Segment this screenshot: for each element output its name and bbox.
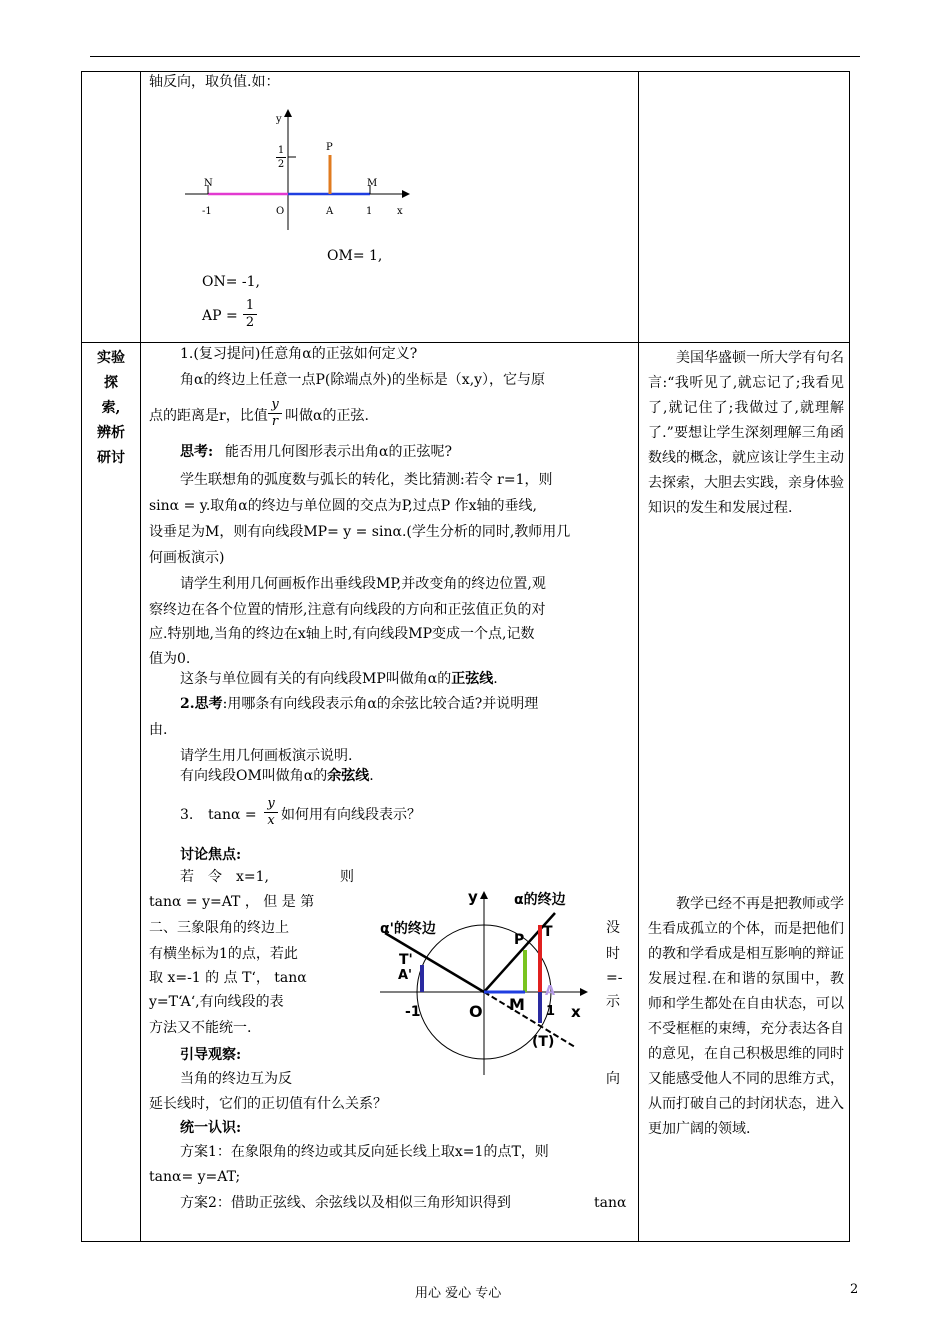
fig2-A-label: A [545,984,556,999]
line-17: 有向线段OM叫做角α的余弦线. [180,768,374,784]
line-7: 设垂足为M，则有向线段MP= y = sinα.(学生分析的同时,教师用几 [149,524,571,540]
line-4a: 思考: [180,444,214,460]
y-axis-arrow [480,891,488,899]
line-33b: tanα [594,1195,627,1211]
line-14: 2.思考:用哪条有向线段表示角α的余弦比较合适?并说明理 [180,696,539,712]
fig1-N-label: N [204,178,213,189]
fig1-half-label: 1 2 [277,145,285,170]
line-5: 学生联想角的弧度数与弧长的转化，类比猜测:若令 r=1，则 [180,472,553,488]
line-20a: 若 令 x=1, [180,869,269,885]
line-22b: 没 [606,920,620,936]
fig1-y-label: y [276,114,282,125]
fig1-minus-one-label: -1 [202,206,212,217]
extension-dashed-line [484,992,575,1047]
line-24a: 取 x=-1 的 点 T‘， tanα [149,970,307,986]
fig1-M-label: M [367,178,378,189]
fig2-alpha-side-label: α的终边 [514,892,566,908]
line-13: 这条与单位圆有关的有向线段MP叫做角α的正弦线. [180,671,498,687]
row1-on: ON= -1, [202,274,260,290]
x-axis-arrow [402,190,410,198]
right-note-2: 教学已经不再是把教师或学生看成孤立的个体，而是把他们的教和学看成是相互影响的辩证发展过程.在和谐的氛围中，教师和学生都处在自由状态，可以不受框框的束缚，充分表达各自的意见，在自己积极思维的同时又能感受他人不同的思维方式，从而打破自己的封闭状态，进入更加广阔的领域. [648,896,844,1137]
right-note-1: 美国华盛顿一所大学有句名言:“我听见了,就忘记了;我看见了,就记住了;我做过了,就理解了.”要想让学生深刻理解三角函数线的概念，就应该让学生主动去探索，大胆去实践，亲身体验知识的发生和发展过程. [648,350,844,516]
line-28b: 向 [606,1071,620,1087]
row1-ap: AP = [202,308,238,324]
fig1-P-label: P [326,142,333,153]
line-15: 由. [149,722,168,738]
line-12: 值为0. [149,651,191,667]
line-10: 察终边在各个位置的情形,注意有向线段的方向和正弦值正负的对 [149,602,546,618]
fig2-minus-one-label: -1 [405,1004,421,1020]
fig1-x-label: x [397,206,403,217]
fig2-alpha-prime-side-label: α'的终边 [380,921,436,937]
line-1: 1.(复习提问)任意角α的正弦如何定义? [180,346,418,362]
fig2-one-label: 1 [546,1004,556,1019]
footer-motto: 用心 爱心 专心 [415,1286,502,1301]
line-19: 讨论焦点: [180,847,242,863]
fig2-T-label: T [543,924,553,940]
line-30: 统一认识: [180,1120,242,1136]
fig1-one-label: 1 [366,206,373,217]
line-11: 应.特别地,当角的终边在x轴上时,有向线段MP变成一个点,记数 [149,626,535,642]
line-2: 角α的终边上任意一点P(除端点外)的坐标是（x,y），它与原 [180,372,546,388]
fig2-T-paren-label: (T) [532,1034,555,1050]
fig2-A-prime-label: A' [398,968,413,983]
y-axis-arrow [284,109,292,117]
line-22a: 二、三象限角的终边上 [149,920,289,936]
page-number: 2 [850,1282,859,1297]
fig2-x-label: x [571,1003,581,1021]
line-28a: 当角的终边互为反 [180,1071,292,1087]
line-32: tanα= y=AT; [149,1169,241,1185]
line-24b: =- [606,970,623,986]
line-31: 方案1：在象限角的终边或其反向延长线上取x=1的点T，则 [180,1144,549,1160]
fig2-P-label: P [514,932,525,948]
fig2-O-label: O [469,1002,483,1021]
row1-ap-fraction: 1 2 [243,298,257,331]
line-21: tanα = y=AT ， 但 是 第 [149,894,315,910]
header-rule [90,56,860,57]
row2-side-label: 实验 探 索, 辨析 研讨 [97,350,125,466]
fig1-A-label: A [326,206,334,217]
line-33a: 方案2：借助正弦线、余弦线以及相似三角形知识得到 [180,1195,511,1211]
row1-om: OM= 1, [327,248,383,264]
line-25b: 示 [606,994,620,1010]
line-9: 请学生利用几何画板作出垂线段MP,并改变角的终边位置,观 [180,576,546,592]
table-col-divider-left [140,71,141,1242]
row1-intro: 轴反向，取负值.如： [149,74,280,90]
table-col-divider-right [638,71,639,1242]
x-axis-arrow [580,988,588,996]
line-3b: 叫做α的正弦. [285,408,369,424]
line-23a: 有横坐标为1的点，若此 [149,946,298,962]
fig2-T-prime-label: T' [399,952,413,968]
line-8: 何画板演示) [149,550,225,566]
line-29: 延长线时，它们的正切值有什么关系？ [149,1096,387,1112]
line-25a: y=T‘A‘,有向线段的表 [149,994,284,1010]
line-16: 请学生用几何画板演示说明. [180,748,353,764]
fig1-O-label: O [276,206,285,217]
line-18c: 如何用有向线段表示？ [281,807,421,823]
line-18-fraction: y x [264,796,278,829]
line-18a: 3. [180,807,194,823]
line-26: 方法又不能统一. [149,1020,252,1036]
figure-number-line [180,105,420,235]
line-6: sinα = y.取角α的终边与单位圆的交点为P,过点P 作x轴的垂线, [149,498,537,514]
fig2-y-label: y [468,888,478,906]
line-3-fraction: y r [268,397,282,430]
line-23b: 时 [606,946,620,962]
line-20b: 则 [340,869,354,885]
line-4b: 能否用几何图形表示出角α的正弦呢? [225,444,452,460]
line-18b: tanα = [208,807,257,823]
line-27: 引导观察: [180,1047,242,1063]
line-3a: 点的距离是r，比值 [149,408,268,424]
fig2-M-label: M [509,995,525,1014]
